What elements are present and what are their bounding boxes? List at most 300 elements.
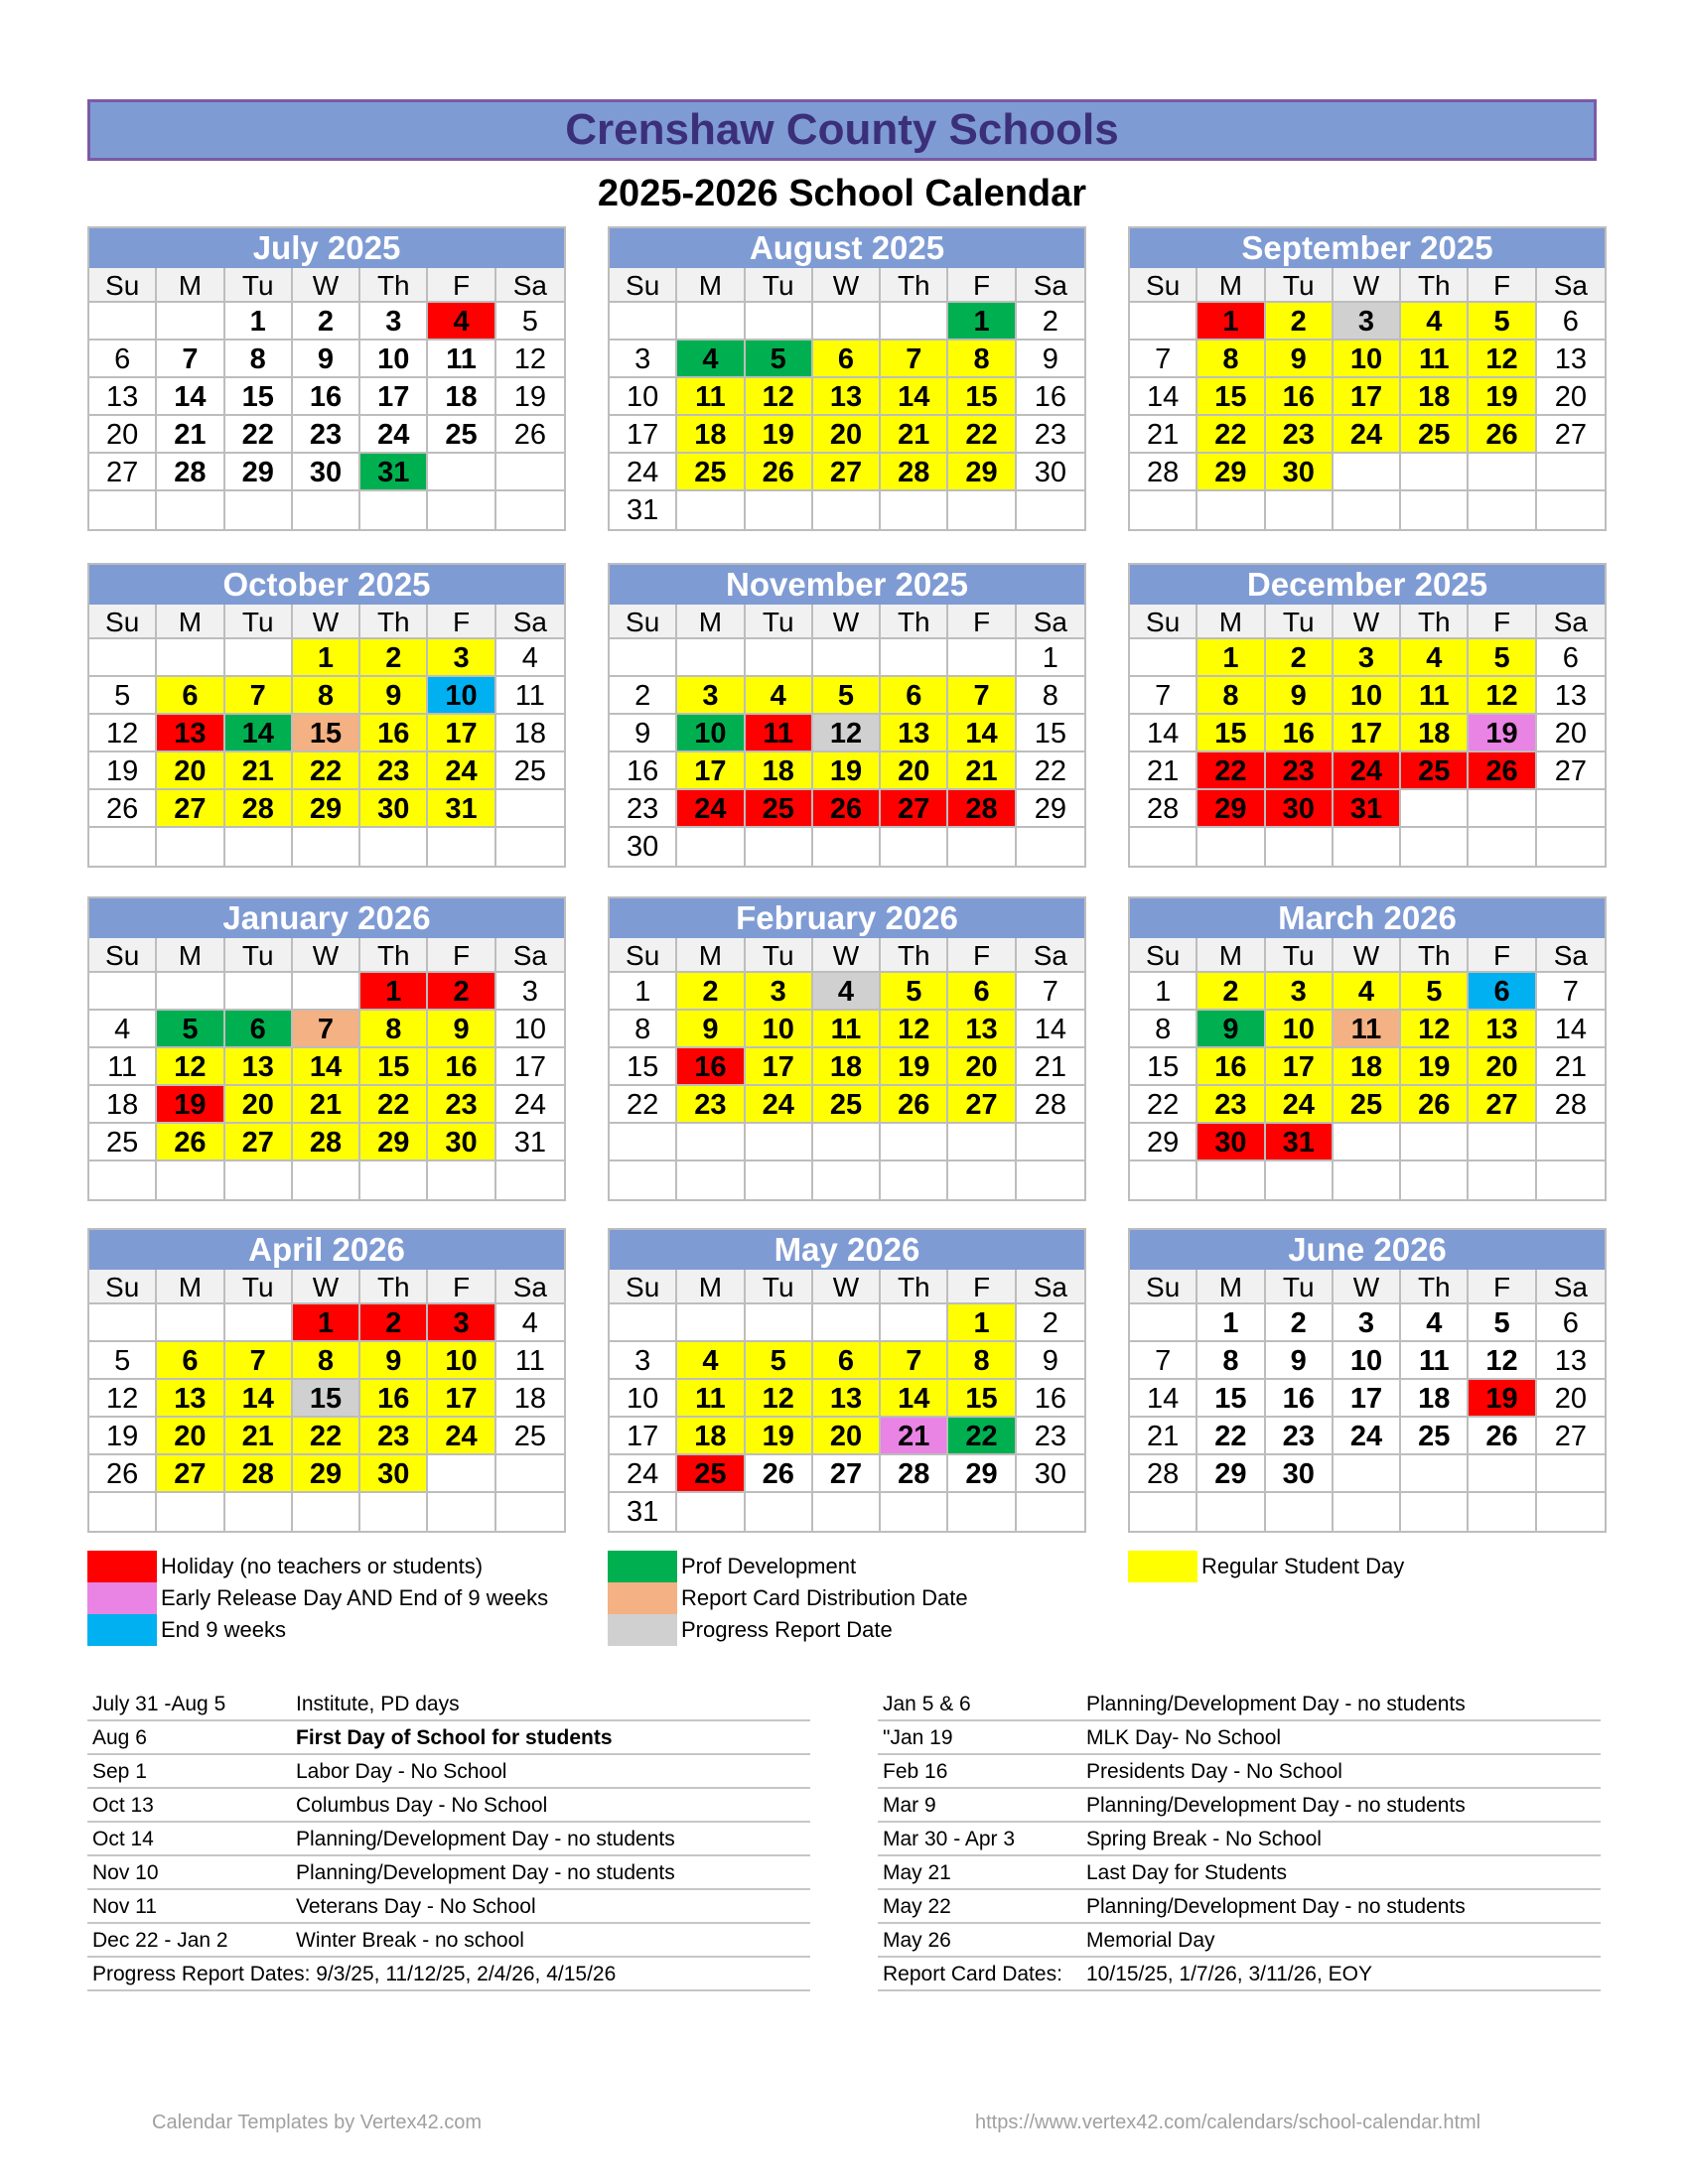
empty-cell: [225, 1493, 293, 1531]
day-cell: 19: [1469, 715, 1536, 752]
day-cell: 26: [496, 416, 564, 454]
day-cell: 13: [813, 1380, 881, 1418]
empty-cell: [157, 303, 224, 341]
week-row: [89, 677, 564, 715]
day-cell: 15: [1017, 715, 1084, 752]
empty-cell: [89, 303, 157, 341]
empty-cell: [293, 1493, 360, 1531]
empty-cell: [746, 1124, 813, 1161]
week-row: [89, 378, 564, 416]
event-description: First Day of School for students: [296, 1726, 613, 1749]
week-row: [610, 1124, 1084, 1161]
empty-cell: [293, 1161, 360, 1199]
empty-cell: [225, 1161, 293, 1199]
empty-cell: [1469, 1455, 1536, 1493]
week-row: [1130, 1455, 1605, 1493]
day-cell: 23: [610, 790, 677, 828]
day-cell: 1: [948, 303, 1016, 341]
day-cell: 11: [677, 1380, 745, 1418]
empty-cell: [89, 639, 157, 677]
week-row: [1130, 1304, 1605, 1342]
empty-cell: [1130, 639, 1197, 677]
event-summary-row: [878, 1958, 1601, 1991]
day-cell: 21: [1537, 1048, 1605, 1086]
event-description: Last Day for Students: [1086, 1861, 1287, 1884]
week-row: [89, 303, 564, 341]
day-cell: 31: [360, 454, 428, 491]
day-cell: 15: [1197, 715, 1265, 752]
weekday-header: Su: [1130, 1270, 1197, 1304]
day-cell: 3: [1334, 303, 1401, 341]
empty-cell: [813, 303, 881, 341]
day-cell: 14: [881, 1380, 948, 1418]
empty-cell: [1537, 790, 1605, 828]
day-cell: 2: [428, 973, 495, 1011]
empty-cell: [1334, 828, 1401, 866]
event-date: Aug 6: [92, 1726, 147, 1749]
day-cell: 19: [89, 1418, 157, 1455]
legend-swatch: [608, 1582, 677, 1614]
weekday-header: Th: [881, 1270, 948, 1304]
weekday-header: M: [1197, 605, 1265, 639]
day-cell: 9: [1197, 1011, 1265, 1048]
weekday-header: Tu: [746, 938, 813, 973]
weekday-header: Tu: [1266, 1270, 1334, 1304]
legend-label: Progress Report Date: [681, 1617, 893, 1642]
day-cell: 28: [157, 454, 224, 491]
week-row: [610, 1011, 1084, 1048]
week-row: [610, 1418, 1084, 1455]
calendar-title: 2025-2026 School Calendar: [597, 173, 1087, 214]
weekday-header: F: [1469, 938, 1536, 973]
weekday-header: F: [948, 938, 1016, 973]
day-cell: 23: [360, 1418, 428, 1455]
weekday-header: Su: [610, 1270, 677, 1304]
day-cell: 6: [89, 341, 157, 378]
weekday-header: Tu: [1266, 605, 1334, 639]
weekday-header: W: [1334, 1270, 1401, 1304]
day-cell: 15: [948, 1380, 1016, 1418]
empty-cell: [813, 639, 881, 677]
weekday-header: Tu: [746, 268, 813, 303]
day-cell: 10: [746, 1011, 813, 1048]
day-cell: 11: [813, 1011, 881, 1048]
empty-cell: [677, 1161, 745, 1199]
day-cell: 4: [496, 1304, 564, 1342]
legend-swatch: [87, 1614, 157, 1646]
week-row: [610, 828, 1084, 866]
day-cell: 15: [225, 378, 293, 416]
weekday-header: Su: [610, 268, 677, 303]
weekday-header-row: [610, 1270, 1084, 1304]
week-row: [89, 1011, 564, 1048]
empty-cell: [1130, 828, 1197, 866]
week-row: [89, 639, 564, 677]
weekday-header: W: [293, 605, 360, 639]
day-cell: 17: [1334, 1380, 1401, 1418]
day-cell: 13: [89, 378, 157, 416]
day-cell: 25: [496, 752, 564, 790]
event-description: Presidents Day - No School: [1086, 1760, 1342, 1783]
day-cell: 19: [1401, 1048, 1469, 1086]
week-row: [89, 715, 564, 752]
empty-cell: [813, 1124, 881, 1161]
week-row: [89, 1342, 564, 1380]
empty-cell: [89, 973, 157, 1011]
empty-cell: [677, 828, 745, 866]
day-cell: 26: [1401, 1086, 1469, 1124]
empty-cell: [496, 1493, 564, 1531]
day-cell: 15: [1197, 1380, 1265, 1418]
day-cell: 9: [360, 677, 428, 715]
empty-cell: [1334, 1493, 1401, 1531]
day-cell: 29: [360, 1124, 428, 1161]
weekday-header: Sa: [496, 938, 564, 973]
week-row: [1130, 341, 1605, 378]
day-cell: 22: [293, 1418, 360, 1455]
day-cell: 22: [293, 752, 360, 790]
day-cell: 26: [89, 790, 157, 828]
empty-cell: [881, 1161, 948, 1199]
day-cell: 17: [496, 1048, 564, 1086]
day-cell: 27: [225, 1124, 293, 1161]
empty-cell: [1197, 828, 1265, 866]
empty-cell: [428, 454, 495, 491]
day-cell: 1: [1017, 639, 1084, 677]
day-cell: 16: [428, 1048, 495, 1086]
day-cell: 25: [428, 416, 495, 454]
day-cell: 19: [1469, 378, 1536, 416]
day-cell: 5: [746, 1342, 813, 1380]
day-cell: 17: [1334, 715, 1401, 752]
footer-credit[interactable]: Calendar Templates by Vertex42.com: [152, 2112, 483, 2133]
legend-col-1: [87, 1551, 548, 1646]
empty-cell: [948, 1124, 1016, 1161]
weekday-header-row: [89, 268, 564, 303]
day-cell: 19: [746, 416, 813, 454]
empty-cell: [881, 303, 948, 341]
empty-cell: [1401, 1455, 1469, 1493]
week-row: [89, 1380, 564, 1418]
empty-cell: [1401, 454, 1469, 491]
weekday-header: Th: [881, 605, 948, 639]
day-cell: 22: [610, 1086, 677, 1124]
day-cell: 7: [881, 1342, 948, 1380]
empty-cell: [496, 491, 564, 529]
weekday-header-row: [89, 605, 564, 639]
empty-cell: [1130, 1161, 1197, 1199]
day-cell: 10: [677, 715, 745, 752]
empty-cell: [1017, 1493, 1084, 1531]
day-cell: 8: [610, 1011, 677, 1048]
week-row: [610, 378, 1084, 416]
weekday-header: Sa: [496, 1270, 564, 1304]
empty-cell: [1537, 1493, 1605, 1531]
empty-cell: [610, 303, 677, 341]
day-cell: 7: [293, 1011, 360, 1048]
day-cell: 3: [496, 973, 564, 1011]
day-cell: 17: [1266, 1048, 1334, 1086]
day-cell: 26: [881, 1086, 948, 1124]
month-november-2025: [608, 563, 1086, 868]
empty-cell: [813, 1161, 881, 1199]
week-row: [610, 491, 1084, 529]
day-cell: 17: [610, 416, 677, 454]
day-cell: 25: [677, 1455, 745, 1493]
day-cell: 16: [1017, 1380, 1084, 1418]
empty-cell: [1130, 491, 1197, 529]
day-cell: 29: [293, 790, 360, 828]
empty-cell: [677, 639, 745, 677]
day-cell: 25: [677, 454, 745, 491]
day-cell: 24: [1334, 416, 1401, 454]
day-cell: 6: [1537, 639, 1605, 677]
day-cell: 18: [1334, 1048, 1401, 1086]
weekday-header: M: [157, 938, 224, 973]
event-date: Jan 5 & 6: [883, 1693, 971, 1715]
day-cell: 24: [360, 416, 428, 454]
empty-cell: [1537, 491, 1605, 529]
day-cell: 26: [1469, 1418, 1536, 1455]
day-cell: 1: [293, 639, 360, 677]
week-row: [610, 341, 1084, 378]
empty-cell: [225, 1304, 293, 1342]
day-cell: 16: [1017, 378, 1084, 416]
week-row: [610, 303, 1084, 341]
day-cell: 6: [881, 677, 948, 715]
footer-url[interactable]: https://www.vertex42.com/calendars/school-calendar.html: [975, 2112, 1481, 2133]
day-cell: 6: [225, 1011, 293, 1048]
day-cell: 18: [1401, 378, 1469, 416]
empty-cell: [1401, 1493, 1469, 1531]
week-row: [1130, 973, 1605, 1011]
empty-cell: [428, 828, 495, 866]
empty-cell: [89, 828, 157, 866]
day-cell: 21: [225, 1418, 293, 1455]
day-cell: 15: [1197, 378, 1265, 416]
day-cell: 23: [1017, 416, 1084, 454]
event-row: [87, 1789, 810, 1823]
day-cell: 4: [746, 677, 813, 715]
week-row: [89, 491, 564, 529]
day-cell: 5: [881, 973, 948, 1011]
month-title: April 2026: [89, 1230, 564, 1270]
day-cell: 29: [1197, 454, 1265, 491]
day-cell: 8: [225, 341, 293, 378]
empty-cell: [496, 454, 564, 491]
day-cell: 19: [1469, 1380, 1536, 1418]
day-cell: 29: [948, 1455, 1016, 1493]
empty-cell: [293, 828, 360, 866]
day-cell: 1: [1197, 1304, 1265, 1342]
empty-cell: [1469, 1493, 1536, 1531]
week-row: [610, 1048, 1084, 1086]
week-row: [1130, 1011, 1605, 1048]
empty-cell: [89, 1161, 157, 1199]
week-row: [610, 1380, 1084, 1418]
weekday-header: F: [428, 1270, 495, 1304]
day-cell: 22: [1017, 752, 1084, 790]
event-row: [878, 1856, 1601, 1890]
empty-cell: [813, 828, 881, 866]
month-january-2026: [87, 896, 566, 1201]
empty-cell: [1334, 491, 1401, 529]
empty-cell: [1537, 1124, 1605, 1161]
weekday-header: W: [813, 268, 881, 303]
day-cell: 5: [1469, 639, 1536, 677]
day-cell: 21: [948, 752, 1016, 790]
event-row: [87, 1755, 810, 1789]
day-cell: 26: [1469, 752, 1536, 790]
legend-label: Early Release Day AND End of 9 weeks: [161, 1585, 549, 1610]
day-cell: 10: [496, 1011, 564, 1048]
week-row: [89, 1304, 564, 1342]
day-cell: 16: [360, 1380, 428, 1418]
day-cell: 10: [428, 1342, 495, 1380]
weekday-header: M: [157, 605, 224, 639]
day-cell: 1: [610, 973, 677, 1011]
empty-cell: [225, 639, 293, 677]
empty-cell: [881, 491, 948, 529]
day-cell: 27: [157, 790, 224, 828]
day-cell: 6: [1537, 1304, 1605, 1342]
day-cell: 7: [1537, 973, 1605, 1011]
day-cell: 9: [1266, 1342, 1334, 1380]
weekday-header-row: [610, 938, 1084, 973]
weekday-header: Th: [360, 268, 428, 303]
day-cell: 16: [1266, 378, 1334, 416]
day-cell: 2: [1266, 639, 1334, 677]
day-cell: 18: [1401, 715, 1469, 752]
day-cell: 8: [948, 1342, 1016, 1380]
month-august-2025: [608, 226, 1086, 531]
day-cell: 31: [1266, 1124, 1334, 1161]
event-date: Oct 13: [92, 1794, 154, 1817]
empty-cell: [1469, 491, 1536, 529]
day-cell: 14: [1130, 715, 1197, 752]
month-february-2026: [608, 896, 1086, 1201]
empty-cell: [1469, 1161, 1536, 1199]
day-cell: 14: [1017, 1011, 1084, 1048]
week-row: [89, 973, 564, 1011]
day-cell: 24: [428, 752, 495, 790]
week-row: [1130, 828, 1605, 866]
event-description: Planning/Development Day - no students: [1086, 1794, 1466, 1817]
day-cell: 26: [89, 1455, 157, 1493]
day-cell: 10: [428, 677, 495, 715]
month-title: May 2026: [610, 1230, 1084, 1270]
day-cell: 8: [293, 1342, 360, 1380]
day-cell: 18: [428, 378, 495, 416]
empty-cell: [746, 491, 813, 529]
day-cell: 12: [157, 1048, 224, 1086]
day-cell: 17: [428, 1380, 495, 1418]
weekday-header: Su: [1130, 268, 1197, 303]
empty-cell: [157, 1304, 224, 1342]
day-cell: 12: [881, 1011, 948, 1048]
weekday-header: Tu: [746, 1270, 813, 1304]
event-row: [87, 1688, 810, 1721]
weekday-header: Su: [89, 938, 157, 973]
day-cell: 4: [496, 639, 564, 677]
week-row: [89, 416, 564, 454]
empty-cell: [1266, 1493, 1334, 1531]
school-name-banner: Crenshaw County Schools: [87, 99, 1597, 161]
day-cell: 24: [610, 1455, 677, 1493]
day-cell: 29: [225, 454, 293, 491]
empty-cell: [1401, 790, 1469, 828]
day-cell: 18: [496, 1380, 564, 1418]
empty-cell: [1197, 1493, 1265, 1531]
empty-cell: [1017, 1124, 1084, 1161]
weekday-header-row: [89, 1270, 564, 1304]
weekday-header: M: [1197, 268, 1265, 303]
empty-cell: [157, 491, 224, 529]
empty-cell: [1334, 1161, 1401, 1199]
event-date: "Jan 19: [883, 1726, 953, 1749]
empty-cell: [293, 491, 360, 529]
weekday-header: Su: [1130, 938, 1197, 973]
empty-cell: [428, 1161, 495, 1199]
week-row: [1130, 1342, 1605, 1380]
empty-cell: [1537, 454, 1605, 491]
week-row: [1130, 1493, 1605, 1531]
day-cell: 7: [1017, 973, 1084, 1011]
legend-item: [87, 1582, 548, 1614]
day-cell: 3: [1334, 639, 1401, 677]
event-date: May 22: [883, 1895, 951, 1918]
day-cell: 1: [293, 1304, 360, 1342]
day-cell: 29: [1017, 790, 1084, 828]
day-cell: 12: [1401, 1011, 1469, 1048]
month-october-2025: [87, 563, 566, 868]
month-title: October 2025: [89, 565, 564, 605]
day-cell: 22: [360, 1086, 428, 1124]
day-cell: 18: [746, 752, 813, 790]
event-description: Planning/Development Day - no students: [296, 1828, 675, 1850]
weekday-header: Su: [89, 268, 157, 303]
day-cell: 14: [157, 378, 224, 416]
empty-cell: [1017, 491, 1084, 529]
event-row: [878, 1688, 1601, 1721]
week-row: [1130, 790, 1605, 828]
day-cell: 18: [813, 1048, 881, 1086]
day-cell: 29: [293, 1455, 360, 1493]
day-cell: 26: [746, 454, 813, 491]
day-cell: 1: [1130, 973, 1197, 1011]
day-cell: 27: [157, 1455, 224, 1493]
event-row: [87, 1890, 810, 1924]
month-july-2025: [87, 226, 566, 531]
report-card-label: Report Card Dates:: [883, 1963, 1062, 1985]
day-cell: 14: [1537, 1011, 1605, 1048]
day-cell: 12: [1469, 677, 1536, 715]
month-title: September 2025: [1130, 228, 1605, 268]
empty-cell: [1469, 790, 1536, 828]
weekday-header: M: [157, 1270, 224, 1304]
month-title: March 2026: [1130, 898, 1605, 938]
week-row: [610, 973, 1084, 1011]
empty-cell: [881, 1493, 948, 1531]
empty-cell: [1017, 828, 1084, 866]
week-row: [89, 1161, 564, 1199]
day-cell: 27: [813, 1455, 881, 1493]
weekday-header: F: [428, 938, 495, 973]
empty-cell: [157, 828, 224, 866]
day-cell: 20: [89, 416, 157, 454]
empty-cell: [610, 1124, 677, 1161]
event-date: Dec 22 - Jan 2: [92, 1929, 228, 1952]
